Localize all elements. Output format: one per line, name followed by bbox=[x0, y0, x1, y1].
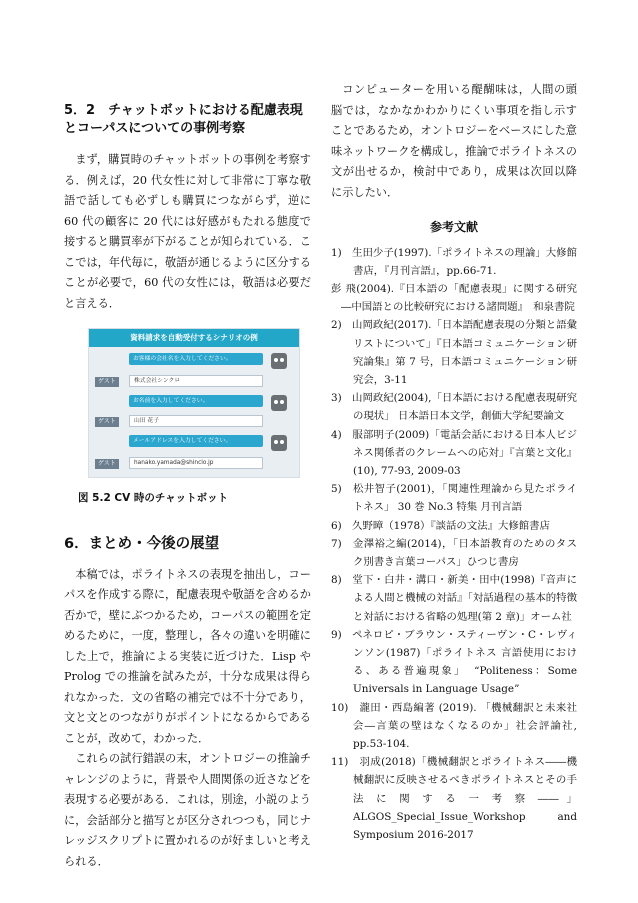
bot-bubble: お名前を入力してください。 bbox=[129, 395, 263, 407]
references-list bbox=[331, 244, 577, 845]
reference-item: 1) 生田少子(1997).「ポライトネスの理論」大修館書店，『月刊言語』，pp.66-71. bbox=[331, 246, 577, 277]
section-6-title: 6．まとめ・今後の展望 bbox=[64, 535, 220, 552]
references-title: 参考文献 bbox=[429, 220, 478, 234]
figure-caption: 図 5.2 CV 時のチャットボット bbox=[78, 492, 229, 504]
chatbot-figure bbox=[88, 328, 300, 478]
figure-header: 資料請求を自動受付するシナリオの例 bbox=[89, 329, 299, 347]
guest-label: ゲスト bbox=[95, 459, 119, 469]
bot-bubble: お客様の会社名を入力してください。 bbox=[129, 353, 263, 365]
reference-item: 11) 羽成(2018)「機械翻訳とポライトネス――機械翻訳に反映させるべきポライトネスとその手法 に 関 す る 一 考 察 ―― 」 ALGOS_Special_Issue_Workshop and Symposium 2016-2017 bbox=[331, 756, 577, 841]
reference-item: 10) 瀧田・西島編著 (2019). 「機械翻訳と未来社会―言葉の壁はなくなるのか」社会評論社, pp.53-104. bbox=[331, 701, 577, 750]
figure-user-row-2 bbox=[95, 413, 293, 431]
section-5-2-body: まず，購買時のチャットボットの事例を考察する．例えば，20 代女性に対して非常に丁寧な敬語で話しても必ずしも購買につながらず，逆に 60 代の顧客に 20 代には好感がもたれる態度で接すると購買率が下がることが知られている．ここでは，年代毎に，敬語が通じるように区分することが必要で，60 代の女性には，敬語は必要だと言える． bbox=[64, 153, 311, 310]
intro-paragraph: コンピューターを用いる醍醐味は，人間の頭脳では，なかなかわかりにくい事項を指し示すことであるため，オントロジーをベースにした意味ネットワークを構成し，推論でポライトネスの文が出せるか，検討中であり，成果は次回以降に示したい． bbox=[331, 83, 577, 199]
section-6-body-1: 本稿では，ポライトネスの表現を抽出し，コーパスを作成する際に，配慮表現や敬語を含めるか否かで，壁にぶつかるため，コーパスの範囲を定めるために，一度，整理し，各々の違いを明確にした上で，推論による実装に近づけた．Lisp や Prolog での推論を試みたが，十分な成果は得られなかった．文の省略の補完では不十分であり，文と文とのつながりがポイントになるからであることが，改めて，わかった． bbox=[64, 567, 311, 745]
section-6-body-2: これらの試行錯誤の末，オントロジーの推論チャレンジのように，背景や人間関係の近さなどを表現する必要がある．これは，別途，小説のように，会話部分と描写とが区分されつつも，同じナレッジスクリプトに置かれるのが好ましいと考えられる． bbox=[64, 752, 311, 868]
figure-bot-row-3 bbox=[95, 435, 293, 453]
figure-bot-row-2 bbox=[95, 395, 293, 413]
guest-answer: 株式会社シンクロ bbox=[129, 375, 263, 387]
robot-icon bbox=[271, 395, 287, 411]
guest-label: ゲスト bbox=[95, 377, 119, 387]
robot-icon bbox=[271, 435, 287, 451]
figure-user-row-1 bbox=[95, 373, 293, 391]
reference-item: 彭 飛(2004).『日本語の「配慮表現」に関する研究―中国語との比較研究における諸問題』 和泉書院 bbox=[331, 282, 577, 314]
section-5-2-title: 5．2 チャットボットにおける配慮表現とコーパスについての事例考察 bbox=[64, 103, 303, 136]
reference-item: 9) ペネロピ・ブラウン・スティーヴン・C・レヴィンソン(1987)「ポライトネス 言語使用における、ある普遍現象」 “Politeness：Some Universals in Language Usage” bbox=[331, 628, 577, 696]
reference-item: 7) 金澤裕之編(2014)，「日本語教育のためのタスク別書き言葉コーパス」ひつじ書房 bbox=[331, 537, 577, 568]
figure-bot-row-1 bbox=[95, 353, 293, 371]
left-column bbox=[64, 80, 311, 872]
reference-item: 3) 山岡政紀(2004),「日本語における配慮表現研究の現状」 日本語日本文学，創価大学紀要論文 bbox=[331, 392, 577, 423]
reference-item: 6) 久野暲（1978）『談話の文法』大修館書店 bbox=[331, 519, 550, 532]
reference-item: 5) 松井智子(2001)，「関連性理論から見たポライトネス」 30 巻 No.3 特集 月刊言語 bbox=[331, 483, 577, 514]
guest-answer: hanako.yamada@shinclo.jp bbox=[129, 457, 263, 469]
right-column bbox=[331, 80, 577, 844]
robot-icon bbox=[271, 353, 287, 369]
guest-answer: 山田 花子 bbox=[129, 415, 263, 427]
reference-item: 8) 堂下・白井・溝口・新美・田中(1998)『音声による人間と機械の対話』「対話過程の基本的特徴と対話における省略の処理(第 2 章)」オーム社 bbox=[331, 574, 577, 623]
reference-item: 4) 服部明子(2009)「電話会話における日本人ビジネス関係者のクレームへの応対」『言葉と文化』 (10), 77-93, 2009-03 bbox=[331, 428, 577, 477]
reference-item: 2) 山岡政紀(2017).「日本語配慮表現の分類と語彙リストについて」『日本語コミュニケーション研究論集』第 7 号，日本語コミュニケーション研究会，3-11 bbox=[331, 319, 577, 386]
guest-label: ゲスト bbox=[95, 417, 119, 427]
figure-user-row-3 bbox=[95, 455, 293, 473]
bot-bubble: メールアドレスを入力してください。 bbox=[129, 435, 263, 447]
